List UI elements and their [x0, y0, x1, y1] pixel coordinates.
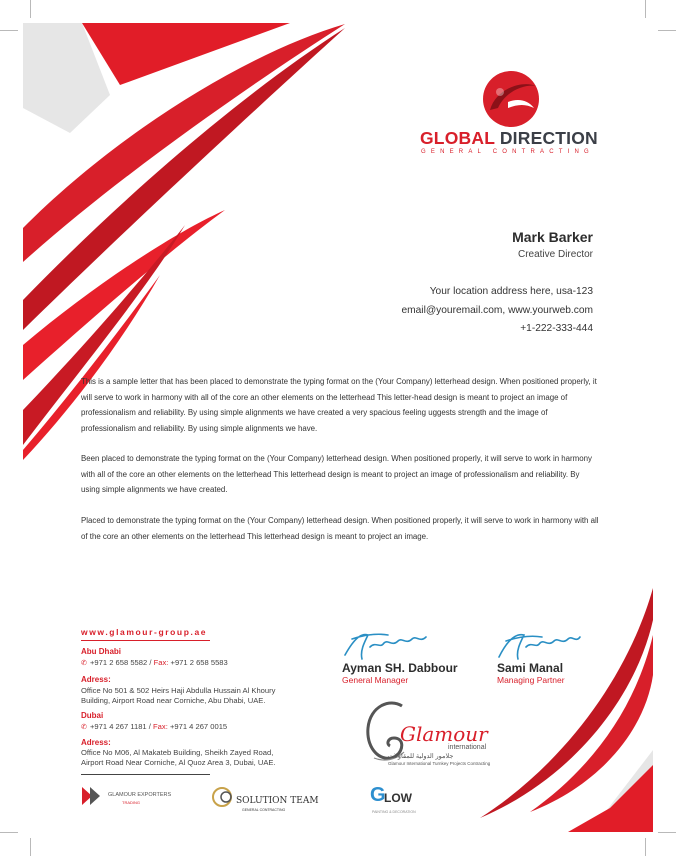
solution-team-sub: GENERAL CONTRACTING — [242, 808, 286, 812]
sender-email-web: email@youremail.com, www.yourweb.com — [401, 305, 593, 316]
body-paragraph-2: Been placed to demonstrate the typing format on the (Your Company) letterhead design. When positioned properly, it will serve to work in harmony with all of the core an other elements on the letterhead This letterhead design is meant to project an image of professionalism and reliability. By using simple alignments we have created. — [81, 454, 592, 494]
body-paragraph-1: This is a sample letter that has been placed to demonstrate the typing format on the (Your Company) letterhead design. When positioned properly, it will serve to work in harmony with all of the core an other elements on the letterhead This letter-head design is meant to project an image of professionalism and reliability. By using simple alignments we have created a very spacious feeling uggests strength and the image of professionalism and reliability. By using simple alignments we have. — [81, 377, 597, 433]
sender-name: Mark Barker — [512, 229, 593, 245]
glow-logo-sub: PAINTING & DECORATION — [372, 810, 416, 814]
glamour-arabic: جلامور الدولية للمقاولات — [388, 753, 454, 760]
signature-2-image — [494, 625, 584, 665]
company-name: GLOBAL DIRECTION — [420, 128, 598, 148]
exporters-sub: TRADING — [122, 800, 140, 805]
company-tagline: GENERAL CONTRACTING — [421, 149, 594, 155]
glow-logo-name: LOW — [384, 791, 412, 805]
glamour-sub: international — [448, 744, 487, 751]
signature-1-name: Ayman SH. Dabbour — [342, 661, 458, 675]
signature-2-name: Sami Manal — [497, 661, 564, 675]
exporters-logo-icon — [82, 787, 106, 805]
signature-2-role: Managing Partner — [497, 675, 565, 685]
sender-title: Creative Director — [517, 249, 593, 260]
abu-dhabi-address-line-1: Office No 501 & 502 Heirs Haji Abdulla Hussain Al Khoury — [81, 686, 276, 695]
solution-team-name: SOLUTION TEAM — [236, 796, 319, 806]
global-direction-logo-icon — [478, 68, 544, 130]
solution-team-logo-icon — [212, 785, 236, 809]
dubai-address-line-1: Office No M06, Al Makateb Building, Sheikh Zayed Road, — [81, 748, 274, 757]
bottom-right-decoration — [440, 580, 676, 856]
phone-icon: ✆ — [81, 660, 87, 667]
divider — [81, 640, 210, 641]
glow-logo-letter: G — [370, 784, 386, 806]
sender-phone: +1-222-333-444 — [520, 323, 593, 334]
abu-dhabi-address-label: Adress: — [81, 675, 111, 684]
signature-1-image — [340, 625, 430, 665]
dubai-address-label: Adress: — [81, 738, 111, 747]
crop-mark — [0, 832, 18, 833]
crop-mark — [658, 30, 676, 31]
sender-address: Your location address here, usa-123 — [429, 286, 593, 297]
phone-icon: ✆ — [81, 724, 87, 731]
website-link[interactable]: www.glamour-group.ae — [81, 627, 208, 637]
crop-mark — [645, 0, 646, 18]
abu-dhabi-phone: ✆ +971 2 658 5582 / Fax: +971 2 658 5583 — [81, 658, 228, 667]
dubai-phone: ✆ +971 4 267 1181 / Fax: +971 4 267 0015 — [81, 722, 228, 731]
glamour-script: Glamour — [400, 722, 488, 746]
glamour-caption: Glamour International Turnkey Projects Contracting — [388, 761, 491, 766]
abu-dhabi-heading: Abu Dhabi — [81, 647, 121, 656]
signature-1-role: General Manager — [342, 675, 409, 685]
divider — [81, 774, 210, 775]
crop-mark — [30, 838, 31, 856]
dubai-heading: Dubai — [81, 711, 104, 720]
exporters-name: GLAMOUR EXPORTERS — [108, 792, 172, 798]
dubai-address-line-2: Airport Road Near Corniche, Al Quoz Area 3, Dubai, UAE. — [81, 758, 276, 767]
abu-dhabi-address-line-2: Building, Airport Road near Corniche, Abu Dhabi, UAE. — [81, 696, 266, 705]
body-paragraph-3: Placed to demonstrate the typing format on the (Your Company) letterhead design. When positioned properly, it will serve to work in harmony with all of the core an other elements on the letterhead This letterhead design is meant to project an image. — [81, 516, 599, 541]
